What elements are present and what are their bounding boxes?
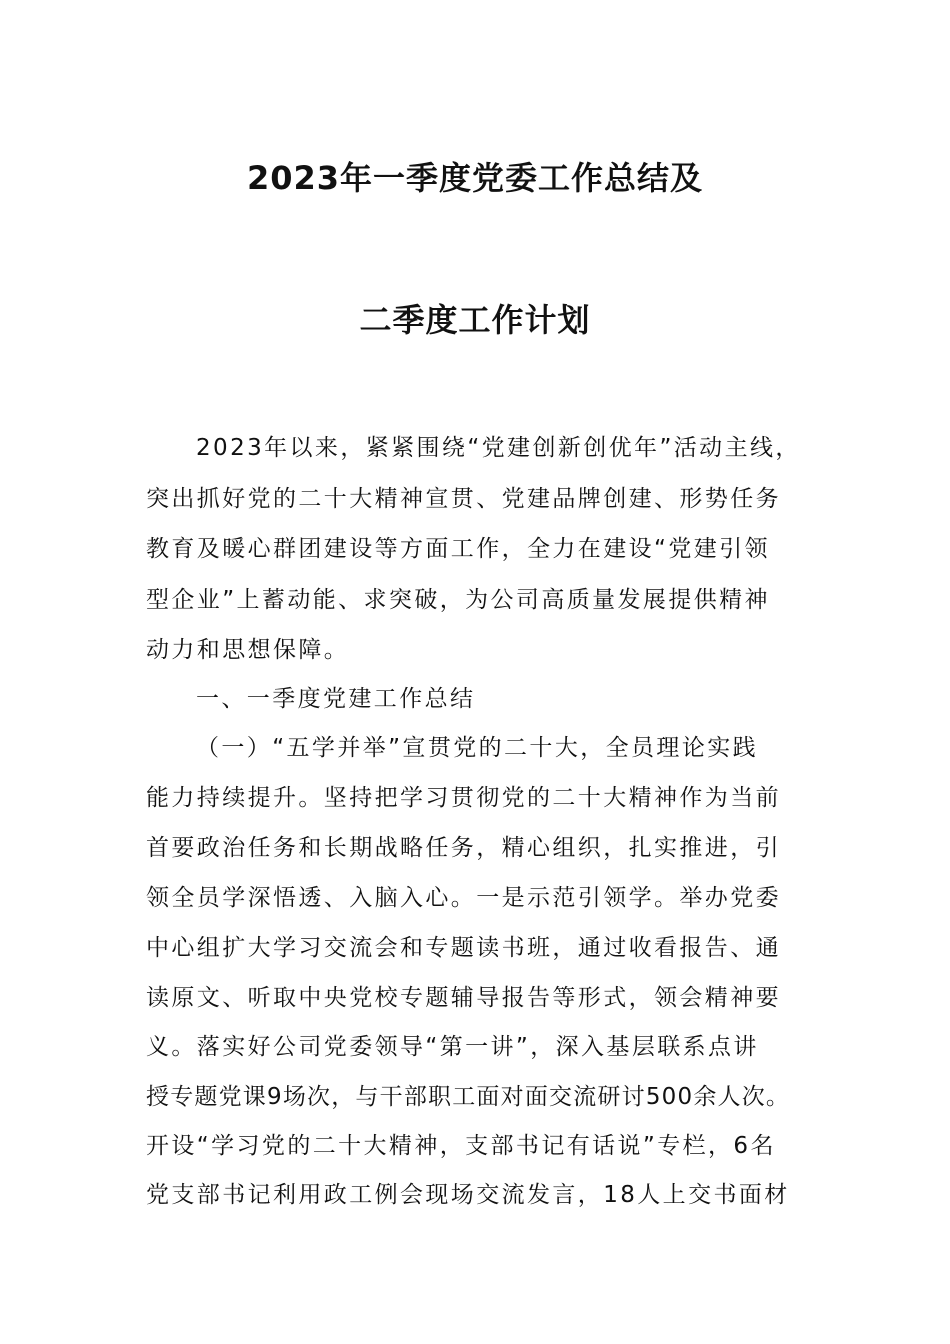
document-title-line-2: 二季度工作计划 [359,301,591,339]
paragraph-line: 2023年以来，紧紧围绕“党建创新创优年”活动主线， [196,435,801,461]
paragraph-line: 义。落实好公司党委领导“第一讲”，深入基层联系点讲 [146,1034,759,1060]
paragraph-line: 授专题党课9场次，与干部职工面对面交流研讨500余人次。 [146,1084,791,1110]
paragraph-line: 教育及暖心群团建设等方面工作，全力在建设“党建引领 [146,536,770,562]
document-title-line-1: 2023年一季度党委工作总结及 [246,159,704,197]
paragraph-line: 读原文、听取中央党校专题辅导报告等形式，领会精神要 [146,985,781,1011]
paragraph-line: 首要政治任务和长期战略任务，精心组织，扎实推进，引 [146,835,781,861]
paragraph-line: 开设“学习党的二十大精神，支部书记有话说”专栏，6名 [146,1133,776,1159]
paragraph-line: 型企业”上蓄动能、求突破，为公司高质量发展提供精神 [146,587,770,613]
paragraph-line: 党支部书记利用政工例会现场交流发言，18人上交书面材 [146,1182,790,1208]
paragraph-line: 领全员学深悟透、入脑入心。一是示范引领学。举办党委 [146,885,781,911]
paragraph-line: 能力持续提升。坚持把学习贯彻党的二十大精神作为当前 [146,785,781,811]
paragraph-line: 中心组扩大学习交流会和专题读书班，通过收看报告、通 [146,935,781,961]
section-heading: 一、一季度党建工作总结 [196,686,476,712]
paragraph-line: 突出抓好党的二十大精神宣贯、党建品牌创建、形势任务 [146,486,781,512]
paragraph-line: （一）“五学并举”宣贯党的二十大，全员理论实践 [196,735,759,761]
paragraph-line: 动力和思想保障。 [146,637,350,663]
